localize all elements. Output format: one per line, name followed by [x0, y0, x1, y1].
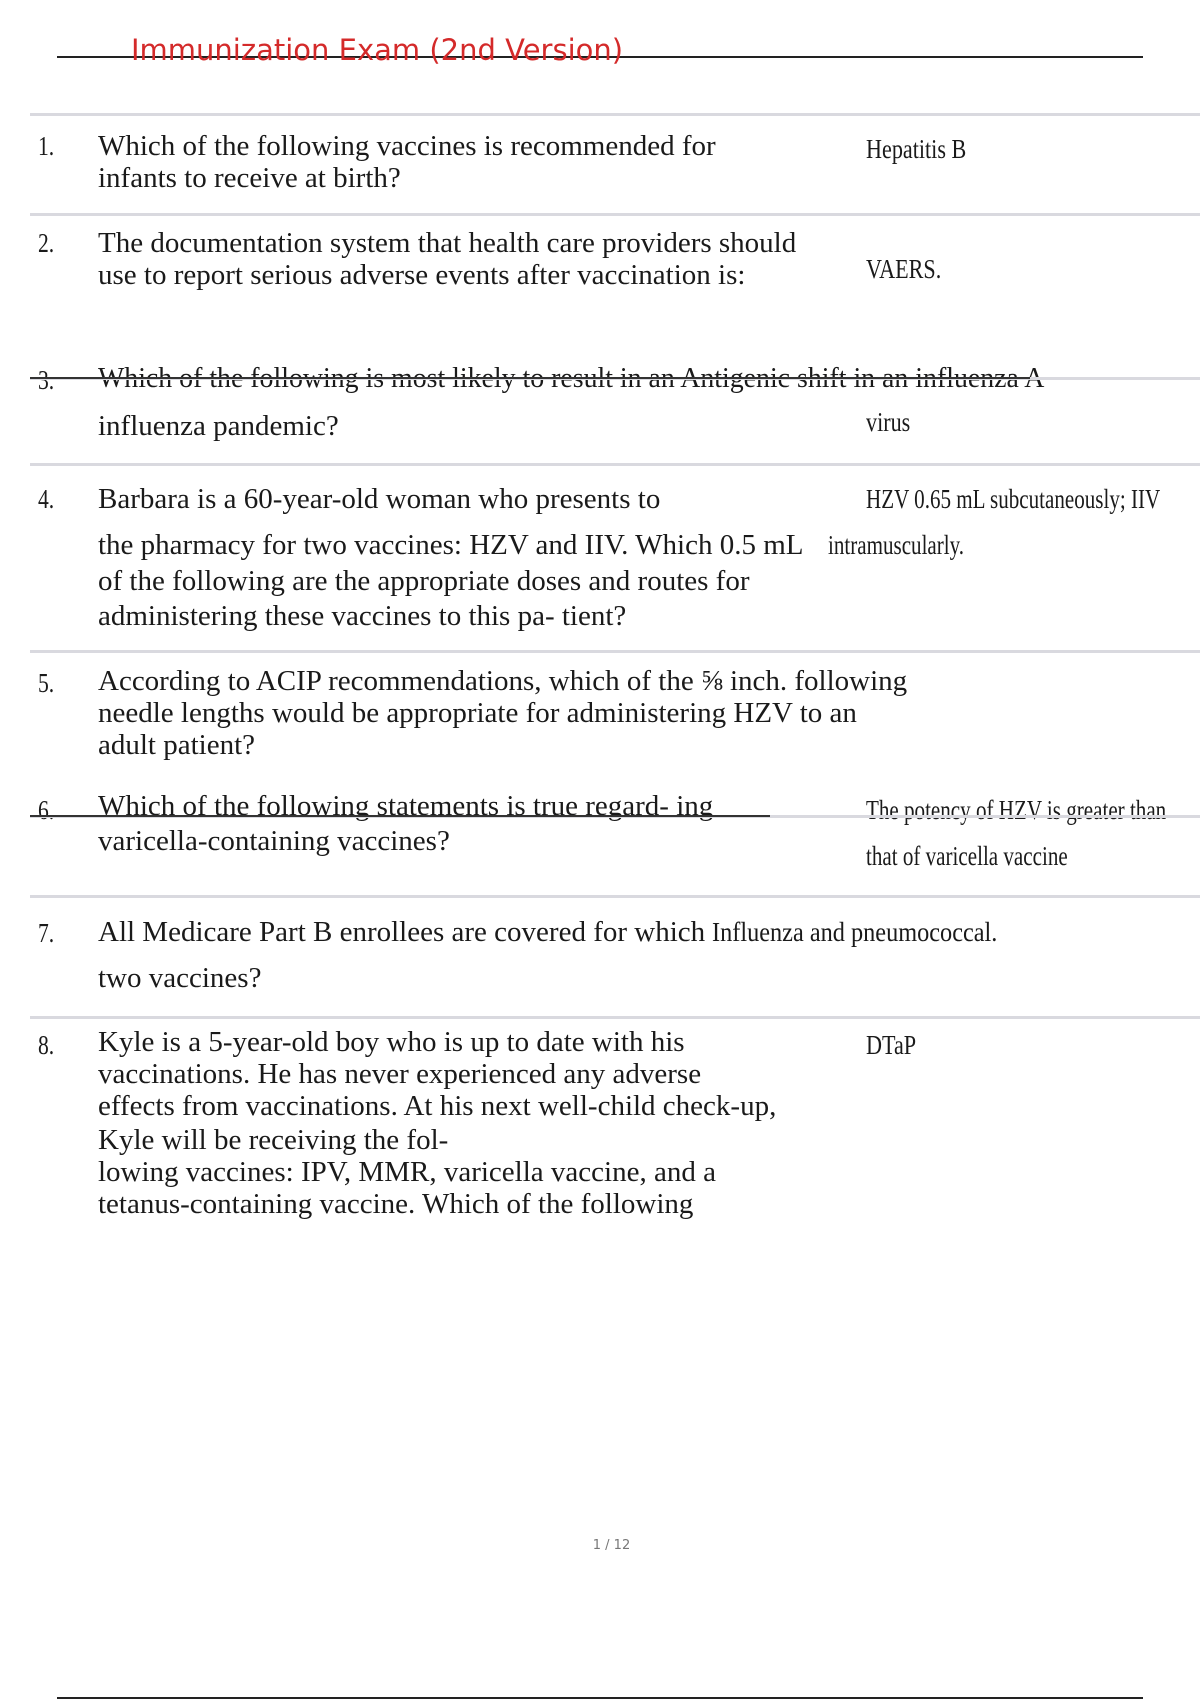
question-text: The documentation system that health care providers should use to report serious adverse events after vaccination is: [98, 227, 797, 291]
row-divider [30, 1016, 1200, 1019]
question-text-line: All Medicare Part B enrollees are covered for which [98, 916, 706, 948]
question-text-line: Kyle will be receiving the fol- [98, 1124, 449, 1156]
page-title: Immunization Exam (2nd Version) [131, 33, 624, 67]
strikethrough-rule [30, 815, 770, 817]
question-text-line: tetanus-containing vaccine. Which of the following [98, 1188, 694, 1220]
question-text-line: Kyle is a 5-year-old boy who is up to date with his [98, 1026, 685, 1058]
question-number: 3. [38, 365, 55, 395]
question-text-line: varicella-containing vaccines? [98, 825, 450, 857]
question-number: 1. [38, 131, 55, 161]
question-text-line: of the following are the appropriate doses and routes for [98, 565, 750, 597]
question-number: 4. [38, 484, 55, 514]
question-number: 6. [38, 795, 55, 825]
question-text-line: two vaccines? [98, 962, 262, 994]
page-number: 1 / 12 [592, 1538, 631, 1553]
answer-text: HZV 0.65 mL subcutaneously; IIV [866, 484, 1161, 514]
question-text-line: influenza pandemic? [98, 410, 339, 442]
row-divider [30, 895, 1200, 898]
question-text-line: effects from vaccinations. At his next well-child check-up, [98, 1090, 777, 1122]
answer-text: Influenza and pneumococcal. [712, 917, 998, 947]
question-text-line: administering these vaccines to this pa- tient? [98, 600, 627, 632]
row-divider [30, 213, 1200, 216]
question-number: 2. [38, 228, 55, 258]
question-text-line: According to ACIP recommendations, which of the ⅝ inch. following [98, 665, 908, 697]
question-text-line: the pharmacy for two vaccines: HZV and IIV. Which 0.5 mL [98, 529, 804, 561]
question-text-line: Barbara is a 60-year-old woman who presents to [98, 483, 661, 515]
row-divider [30, 113, 1200, 116]
question-text-line: adult patient? [98, 729, 256, 761]
question-number: 7. [38, 918, 55, 948]
question-text-line: Which of the following statements is true regard- ing [98, 790, 714, 822]
answer-text: virus [866, 407, 911, 437]
strikethrough-rule [30, 377, 1030, 379]
footer-rule [57, 1697, 1143, 1699]
answer-text: Hepatitis B [866, 134, 967, 164]
row-divider [30, 463, 1200, 466]
question-text: Which of the following vaccines is recommended for infants to receive at birth? [98, 130, 716, 194]
question-text-line: lowing vaccines: IPV, MMR, varicella vaccine, and a [98, 1156, 716, 1188]
answer-text: DTaP [866, 1030, 917, 1060]
answer-text: intramuscularly. [828, 530, 965, 560]
answer-text: that of varicella vaccine [866, 841, 1068, 871]
question-number: 5. [38, 668, 55, 698]
answer-text: VAERS. [866, 254, 942, 284]
question-text-line: needle lengths would be appropriate for administering HZV to an [98, 697, 857, 729]
answer-text: The potency of HZV is greater than [866, 795, 1167, 825]
question-text-line: vaccinations. He has never experienced any adverse [98, 1058, 702, 1090]
question-number: 8. [38, 1030, 55, 1060]
row-divider [30, 650, 1200, 653]
question-text-line: Which of the following is most likely to result in an Antigenic shift in an influenza A [98, 362, 1045, 394]
